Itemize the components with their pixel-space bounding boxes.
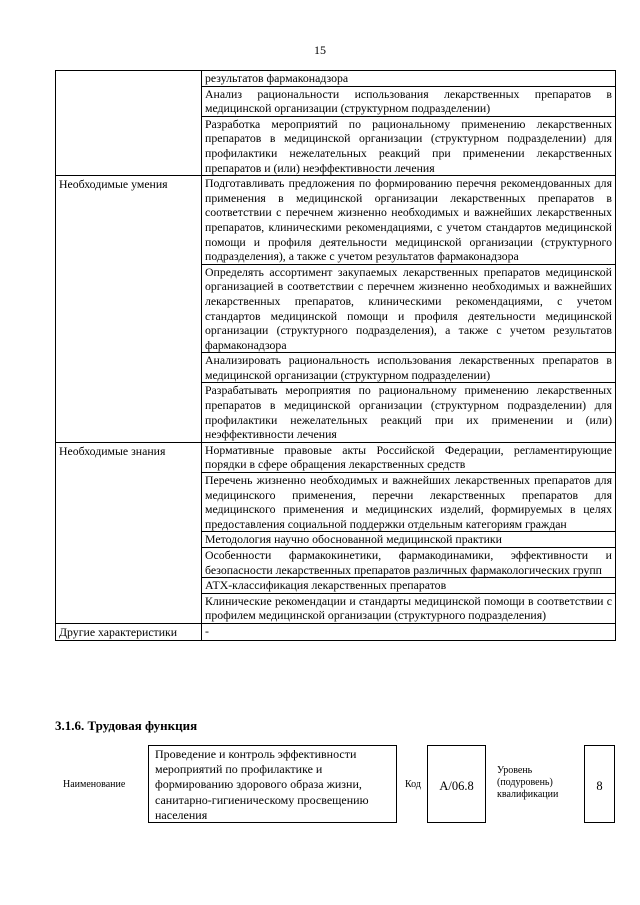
list-item: Анализ рациональности использования лекарственных препаратов в медицинской организации (структурном подразделении) bbox=[202, 87, 615, 117]
table-row bbox=[56, 623, 616, 640]
list-item: Определять ассортимент закупаемых лекарственных препаратов медицинской организацией в соответствии с перечнем жизненно необходимых и важнейших лекарственных препаратов, клиническими рекомендациями, с учетом стандартов медицинской помощи и профиля деятельности медицинской организации (структурного подразделения), а также с учетом результатов фармаконадзора bbox=[202, 265, 615, 354]
table-row bbox=[56, 71, 616, 176]
row-content bbox=[202, 71, 616, 176]
code-value-box: А/06.8 bbox=[427, 745, 486, 823]
page-number: 15 bbox=[314, 43, 326, 57]
row-label: Необходимые знания bbox=[56, 442, 202, 623]
list-item: Перечень жизненно необходимых и важнейших лекарственных препаратов для медицинского применения, перечни лекарственных препаратов для медицинского применения и медицинских изделий, формируемых в целях предоставления социальной поддержки отдельным категориям граждан bbox=[202, 473, 615, 532]
requirements-table bbox=[55, 70, 616, 641]
list-item: Методология научно обоснованной медицинской практики bbox=[202, 532, 615, 548]
list-item: Нормативные правовые акты Российской Федерации, регламентирующие порядки в сфере обращения лекарственных средств bbox=[202, 443, 615, 473]
row-label: Необходимые умения bbox=[56, 176, 202, 443]
list-item: - bbox=[205, 623, 209, 638]
list-item: Подготавливать предложения по формированию перечня рекомендованных для применения в медицинской организации лекарственных препаратов в соответствии с перечнем жизненно необходимых и важнейших лекарственных препаратов, клиническими рекомендациями, с учетом стандартов медицинской помощи и профиля деятельности медицинской организации (структурного подразделения), а также с учетом результатов фармаконадзора bbox=[202, 176, 615, 265]
table-row bbox=[56, 442, 616, 623]
list-item: Клинические рекомендации и стандарты медицинской помощи в соответствии с профилем медицинской организации (структурного подразделения) bbox=[205, 593, 612, 623]
list-item: результатов фармаконадзора bbox=[202, 71, 615, 87]
row-content bbox=[202, 176, 616, 443]
section-title: 3.1.6. Трудовая функция bbox=[55, 718, 198, 733]
list-item: Особенности фармакокинетики, фармакодинамики, эффективности и безопасности лекарственных препаратов различных фармакологических групп bbox=[202, 548, 615, 578]
list-item: АТХ-классификация лекарственных препаратов bbox=[202, 578, 615, 594]
list-item: Анализировать рациональность использования лекарственных препаратов в медицинской организации (структурном подразделении) bbox=[202, 353, 615, 383]
level-value-box: 8 bbox=[584, 745, 615, 823]
row-label: Другие характеристики bbox=[56, 623, 202, 640]
row-content bbox=[202, 442, 616, 623]
list-item: Разрабатывать мероприятия по рациональному применению лекарственных препаратов в медицинской организации (структурном подразделении) для профилактики нежелательных реакций при их применении и (или) неэффективности лечения bbox=[205, 383, 612, 442]
list-item: Разработка мероприятий по рациональному применению лекарственных препаратов в медицинской организации (структурном подразделении) для профилактики нежелательных реакций при применении лекарственных препаратов и (или) неэффективности лечения bbox=[205, 116, 612, 175]
table-row bbox=[56, 176, 616, 443]
name-label: Наименование bbox=[63, 779, 126, 790]
code-label: Код bbox=[405, 779, 421, 790]
level-label: Уровень (подуровень) квалификации bbox=[497, 765, 559, 800]
name-value-box: Проведение и контроль эффективности мероприятий по профилактике и формированию здорового образа жизни, санитарно-гигиеническому просвещению населения bbox=[148, 745, 397, 823]
row-content bbox=[202, 623, 616, 640]
row-label bbox=[56, 71, 202, 176]
